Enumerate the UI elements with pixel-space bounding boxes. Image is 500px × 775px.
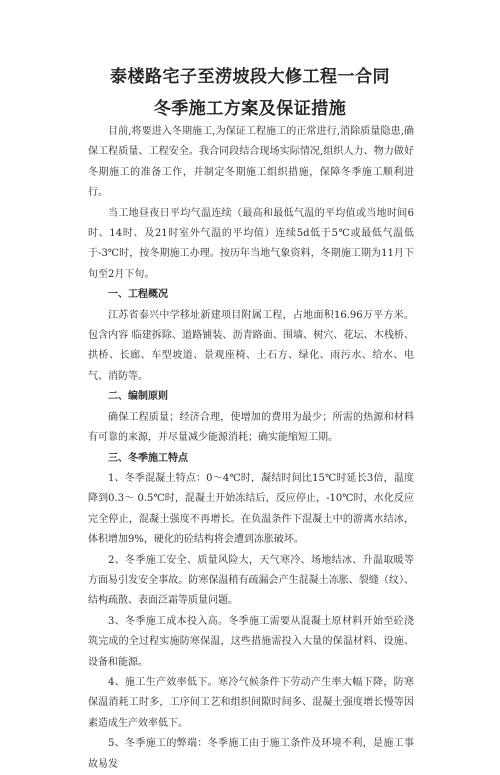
paragraph: 4、施工生产效率低下。寒冷气候条件下劳动产生率大幅下降，防寒保温消耗工时多，工序间工艺和组织间隙时间多、混凝土强度增长慢等因素造成生产效率低下。: [88, 676, 414, 729]
paragraph: 确保工程质量；经济合理，使增加的费用为最少；所需的热源和材料有可靠的来源，并尽量减少能源消耗；确实能缩短工期。: [88, 411, 414, 444]
section-heading: 一、工程概况: [108, 289, 168, 301]
document-body: [88, 122, 414, 775]
paragraph: 当工地昼夜日平均气温连续（最高和最低气温的平均值或当地时间6时、14时、及21时室外气温的平均值）连续5d低于5℃或最低气温低于-3℃时，按冬期施工办理。按历年当地气象资料，冬期施工期为11月下旬至2月下旬。: [88, 207, 414, 280]
document-title: 泰楼路宅子至涝坡段大修工程一合同: [110, 67, 390, 87]
section-heading: 二、编制原则: [108, 391, 168, 403]
document-subtitle: 冬季施工方案及保证措施: [153, 99, 347, 119]
paragraph: 江苏省泰兴中学移址新建项目附属工程，占地面积16.96万平方米。包含内容 临建拆除、道路铺装、沥青路面、围墙、树穴、花坛、木栈桥、拱桥、长廊、车型坡道、景观座椅、土石方、绿化、雨污水、给水、电气、消防等。: [88, 309, 414, 382]
section-heading: 三、冬季施工特点: [108, 452, 188, 464]
paragraph: 1、冬季混凝土特点：0～4℃时，凝结时间比15℃时延长3倍，温度降到0.3～ 0.5℃时，混凝土开始冻结后，反应停止，-10℃时，水化反应完全停止，混凝土强度不再增长。在负温条件下混凝土中的游离水结冰，体积增加9%，硬化的砼结构将会遭到冻胀破坏。: [88, 472, 414, 546]
paragraph: 2、冬季施工安全、质量风险大，天气寒冷、场地结冰、升温取暖等方面易引发安全事故。防寒保温稍有疏漏会产生混凝土冻胀、裂缝（纹）、结构疏散、表面泛霜等质量问题。: [88, 554, 414, 607]
paragraph: 3、冬季施工成本投入高。冬季施工需要从混凝土原材料开始至砼浇筑完成的全过程实施防寒保温，这些措施需投入大量的保温材料、设施、设备和能源。: [88, 615, 414, 668]
paragraph: 5、冬季施工的弊端：冬季施工由于施工条件及环境不利，是施工事故易发: [88, 738, 414, 770]
paragraph: 目前,将要进入冬期施工,为保证工程施工的正常进行,消除质量隐患,确保工程质量、工程安全。我合同段结合现场实际情况,组织人力、物力做好冬期施工的准备工作，并制定冬期施工组织措施，保障冬季施工顺利进行。: [88, 126, 414, 199]
